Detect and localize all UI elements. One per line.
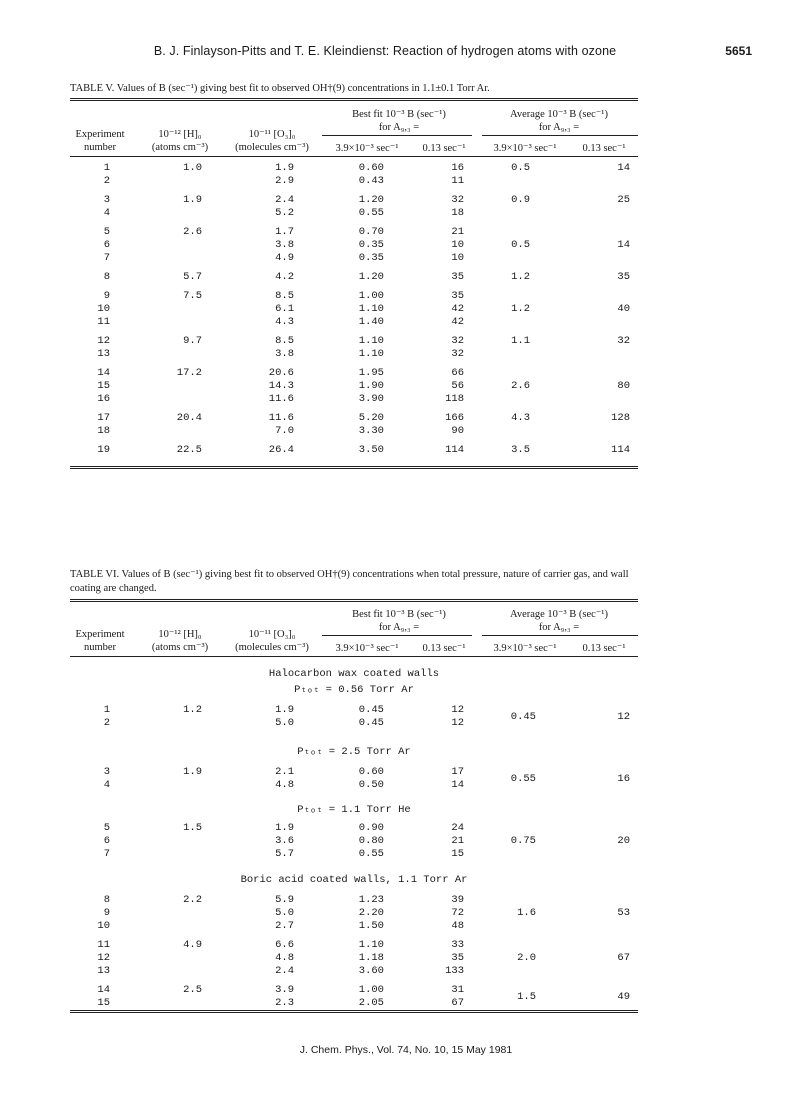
o3-value: 3.8 [275, 348, 294, 360]
h0-value: 1.5 [183, 822, 202, 834]
bestfit-a-value: 0.55 [358, 848, 384, 860]
experiment-number: 14 [97, 367, 110, 379]
t6-col-c: 3.9×10⁻³ sec⁻¹ [493, 643, 557, 654]
experiment-number: 8 [103, 271, 110, 283]
bestfit-a-value: 0.45 [358, 704, 384, 716]
experiment-number: 4 [103, 207, 110, 219]
table-row [70, 271, 638, 284]
h0-value: 20.4 [176, 412, 202, 424]
bestfit-a-value: 0.60 [358, 162, 384, 174]
average-row [70, 835, 638, 848]
bestfit-a-value: 1.20 [358, 194, 384, 206]
experiment-number: 18 [97, 425, 110, 437]
experiment-number: 4 [103, 779, 110, 791]
t5-header-h0: 10⁻¹² [H]₀ [158, 129, 202, 140]
o3-value: 5.9 [275, 894, 294, 906]
o3-value: 4.2 [275, 271, 294, 283]
experiment-number: 7 [103, 252, 110, 264]
experiment-number: 10 [97, 303, 110, 315]
experiment-number: 2 [103, 175, 110, 187]
experiment-number: 1 [103, 162, 110, 174]
experiment-number: 1 [103, 704, 110, 716]
bestfit-b-value: 42 [451, 303, 464, 315]
t6-section-056-torr-ar: Pₜₒₜ = 0.56 Torr Ar [294, 684, 414, 696]
average-b-value: 35 [617, 271, 630, 283]
t6-section-boric-acid: Boric acid coated walls, 1.1 Torr Ar [240, 874, 468, 886]
o3-value: 2.9 [275, 175, 294, 187]
bestfit-b-value: 118 [445, 393, 464, 405]
bestfit-b-value: 39 [451, 894, 464, 906]
bestfit-b-value: 166 [445, 412, 464, 424]
bestfit-a-value: 2.05 [358, 997, 384, 1009]
bestfit-a-value: 0.90 [358, 822, 384, 834]
table-row [70, 894, 638, 907]
experiment-number: 10 [97, 920, 110, 932]
bestfit-b-value: 24 [451, 822, 464, 834]
bestfit-a-value: 2.20 [358, 907, 384, 919]
table6-top-rule [70, 599, 638, 602]
t5-header-o3-units: (molecules cm⁻³) [235, 142, 309, 153]
bestfit-b-value: 90 [451, 425, 464, 437]
table-row [70, 939, 638, 952]
o3-value: 2.7 [275, 920, 294, 932]
bestfit-b-value: 67 [451, 997, 464, 1009]
bestfit-a-value: 1.00 [358, 290, 384, 302]
bestfit-b-value: 11 [451, 175, 464, 187]
experiment-number: 7 [103, 848, 110, 860]
experiment-number: 16 [97, 393, 110, 405]
table-row [70, 393, 638, 406]
o3-value: 2.4 [275, 965, 294, 977]
average-b-value: 53 [617, 907, 630, 919]
average-b-value: 114 [611, 444, 630, 456]
bestfit-b-value: 15 [451, 848, 464, 860]
table5-caption: TABLE V. Values of B (sec⁻¹) giving best fit to observed OH†(9) concentrations in 1.1±0.1 Torr Ar. [70, 83, 490, 94]
table-row [70, 303, 638, 316]
h0-value: 4.9 [183, 939, 202, 951]
bestfit-b-value: 66 [451, 367, 464, 379]
bestfit-a-value: 0.35 [358, 239, 384, 251]
bestfit-b-value: 21 [451, 226, 464, 238]
bestfit-b-value: 35 [451, 952, 464, 964]
bestfit-a-value: 3.30 [358, 425, 384, 437]
t5-header-bestfit-for: for A₉,₃ = [378, 122, 420, 133]
t6-header-bestfit-for: for A₉,₃ = [378, 622, 420, 633]
o3-value: 4.8 [275, 779, 294, 791]
bestfit-b-value: 17 [451, 766, 464, 778]
table-row [70, 848, 638, 861]
table6-caption: TABLE VI. Values of B (sec⁻¹) giving best fit to observed OH†(9) concentrations when total pressure, nature of carrier gas, and wall coating are changed. [70, 569, 629, 594]
h0-value: 1.9 [183, 194, 202, 206]
o3-value: 4.8 [275, 952, 294, 964]
average-b-value: 67 [617, 952, 630, 964]
bestfit-b-value: 42 [451, 316, 464, 328]
bestfit-a-value: 1.95 [358, 367, 384, 379]
o3-value: 2.4 [275, 194, 294, 206]
o3-value: 8.5 [275, 290, 294, 302]
o3-value: 5.0 [275, 717, 294, 729]
o3-value: 26.4 [268, 444, 294, 456]
o3-value: 1.9 [275, 822, 294, 834]
average-b-value: 25 [617, 194, 630, 206]
experiment-number: 3 [103, 766, 110, 778]
bestfit-b-value: 32 [451, 348, 464, 360]
experiment-number: 2 [103, 717, 110, 729]
o3-value: 2.3 [275, 997, 294, 1009]
average-b-value: 40 [617, 303, 630, 315]
experiment-number: 15 [97, 997, 110, 1009]
o3-value: 6.1 [275, 303, 294, 315]
average-b-value: 20 [617, 835, 630, 847]
bestfit-a-value: 1.10 [358, 939, 384, 951]
h0-value: 2.6 [183, 226, 202, 238]
bestfit-a-value: 0.50 [358, 779, 384, 791]
bestfit-b-value: 32 [451, 194, 464, 206]
table-row [70, 194, 638, 207]
table-row [70, 412, 638, 425]
t5-col-c: 3.9×10⁻³ sec⁻¹ [493, 143, 557, 154]
table-row [70, 252, 638, 265]
o3-value: 11.6 [268, 393, 294, 405]
bestfit-b-value: 35 [451, 290, 464, 302]
t6-col-a: 3.9×10⁻³ sec⁻¹ [335, 643, 399, 654]
average-a-value: 3.5 [511, 444, 530, 456]
bestfit-a-value: 1.23 [358, 894, 384, 906]
table-row [70, 380, 638, 393]
bestfit-a-value: 0.43 [358, 175, 384, 187]
average-b-value: 32 [617, 335, 630, 347]
bestfit-a-value: 0.35 [358, 252, 384, 264]
average-a-value: 2.0 [517, 952, 536, 964]
table6-bottom-rule [70, 1010, 638, 1013]
table-row [70, 335, 638, 348]
table-row [70, 162, 638, 175]
o3-value: 1.9 [275, 704, 294, 716]
bestfit-b-value: 18 [451, 207, 464, 219]
experiment-number: 13 [97, 965, 110, 977]
bestfit-a-value: 1.50 [358, 920, 384, 932]
bestfit-b-value: 72 [451, 907, 464, 919]
bestfit-a-value: 1.10 [358, 348, 384, 360]
t6-header-average-for: for A₉,₃ = [538, 622, 580, 633]
bestfit-b-value: 48 [451, 920, 464, 932]
t6-header-experiment: Experiment [75, 629, 125, 640]
table-row [70, 290, 638, 303]
table-row [70, 207, 638, 220]
t6-col-d: 0.13 sec⁻¹ [582, 643, 626, 654]
bestfit-b-value: 31 [451, 984, 464, 996]
bestfit-a-value: 1.18 [358, 952, 384, 964]
bestfit-a-value: 0.80 [358, 835, 384, 847]
h0-value: 22.5 [176, 444, 202, 456]
o3-value: 1.7 [275, 226, 294, 238]
average-b-value: 14 [617, 162, 630, 174]
experiment-number: 15 [97, 380, 110, 392]
experiment-number: 8 [103, 894, 110, 906]
table-row [70, 175, 638, 188]
experiment-number: 19 [97, 444, 110, 456]
bestfit-a-value: 0.55 [358, 207, 384, 219]
bestfit-b-value: 14 [451, 779, 464, 791]
o3-value: 5.7 [275, 848, 294, 860]
o3-value: 3.6 [275, 835, 294, 847]
h0-value: 17.2 [176, 367, 202, 379]
average-row [70, 711, 638, 724]
bestfit-b-value: 21 [451, 835, 464, 847]
average-b-value: 12 [617, 711, 630, 723]
bestfit-b-value: 32 [451, 335, 464, 347]
experiment-number: 5 [103, 226, 110, 238]
average-b-value: 16 [617, 773, 630, 785]
average-a-value: 0.9 [511, 194, 530, 206]
bestfit-b-value: 10 [451, 239, 464, 251]
o3-value: 1.9 [275, 162, 294, 174]
average-row [70, 907, 638, 920]
experiment-number: 12 [97, 335, 110, 347]
table5-top-rule [70, 98, 638, 101]
table-row [70, 367, 638, 380]
table-row [70, 239, 638, 252]
average-b-value: 49 [617, 991, 630, 1003]
average-a-value: 1.6 [517, 907, 536, 919]
average-row [70, 991, 638, 1004]
experiment-number: 5 [103, 822, 110, 834]
table-row [70, 822, 638, 835]
table5-bottom-rule [70, 466, 638, 469]
t6-header-bestfit: Best fit 10⁻³ B (sec⁻¹) [352, 609, 446, 620]
page-number: 5651 [725, 44, 752, 58]
experiment-number: 17 [97, 412, 110, 424]
experiment-number: 9 [103, 290, 110, 302]
t5-header-bestfit: Best fit 10⁻³ B (sec⁻¹) [352, 109, 446, 120]
h0-value: 7.5 [183, 290, 202, 302]
footer-citation: J. Chem. Phys., Vol. 74, No. 10, 15 May 1981 [299, 1044, 513, 1056]
average-a-value: 1.2 [511, 271, 530, 283]
table-row [70, 920, 638, 933]
average-a-value: 1.5 [517, 991, 536, 1003]
average-a-value: 0.5 [511, 239, 530, 251]
o3-value: 4.3 [275, 316, 294, 328]
experiment-number: 3 [103, 194, 110, 206]
t5-header-h0-units: (atoms cm⁻³) [151, 142, 209, 153]
table6 [70, 604, 638, 1024]
experiment-number: 6 [103, 239, 110, 251]
experiment-number: 11 [97, 316, 110, 328]
t5-col-a: 3.9×10⁻³ sec⁻¹ [335, 143, 399, 154]
o3-value: 5.2 [275, 207, 294, 219]
t5-header-average: Average 10⁻³ B (sec⁻¹) [510, 109, 608, 120]
t5-col-b: 0.13 sec⁻¹ [422, 143, 466, 154]
bestfit-b-value: 35 [451, 271, 464, 283]
o3-value: 11.6 [268, 412, 294, 424]
o3-value: 7.0 [275, 425, 294, 437]
t6-header-o3-units: (molecules cm⁻³) [235, 642, 309, 653]
average-row [70, 952, 638, 965]
t5-header-average-for: for A₉,₃ = [538, 122, 580, 133]
experiment-number: 12 [97, 952, 110, 964]
o3-value: 14.3 [268, 380, 294, 392]
t5-header-number: number [83, 142, 117, 153]
t6-header-average: Average 10⁻³ B (sec⁻¹) [510, 609, 608, 620]
h0-value: 5.7 [183, 271, 202, 283]
t6-header-h0-units: (atoms cm⁻³) [151, 642, 209, 653]
bestfit-a-value: 3.90 [358, 393, 384, 405]
t6-header-o3: 10⁻¹¹ [O₃]₀ [248, 629, 296, 640]
bestfit-a-value: 0.70 [358, 226, 384, 238]
t6-section-11-torr-he: Pₜₒₜ = 1.1 Torr He [297, 804, 411, 816]
bestfit-b-value: 12 [451, 704, 464, 716]
experiment-number: 11 [97, 939, 110, 951]
table-row [70, 316, 638, 329]
average-b-value: 14 [617, 239, 630, 251]
o3-value: 2.1 [275, 766, 294, 778]
average-a-value: 0.75 [510, 835, 536, 847]
bestfit-a-value: 1.40 [358, 316, 384, 328]
table-row [70, 348, 638, 361]
bestfit-b-value: 16 [451, 162, 464, 174]
h0-value: 2.2 [183, 894, 202, 906]
bestfit-b-value: 33 [451, 939, 464, 951]
table-row [70, 444, 638, 457]
t6-header-h0: 10⁻¹² [H]₀ [158, 629, 202, 640]
t5-header-o3: 10⁻¹¹ [O₃]₀ [248, 129, 296, 140]
average-b-value: 80 [617, 380, 630, 392]
bestfit-a-value: 3.60 [358, 965, 384, 977]
t5-col-d: 0.13 sec⁻¹ [582, 143, 626, 154]
bestfit-a-value: 1.90 [358, 380, 384, 392]
table-row [70, 226, 638, 239]
t6-section-25-torr-ar: Pₜₒₜ = 2.5 Torr Ar [297, 746, 411, 758]
h0-value: 1.9 [183, 766, 202, 778]
table5 [70, 104, 638, 484]
average-b-value: 128 [611, 412, 630, 424]
experiment-number: 13 [97, 348, 110, 360]
bestfit-b-value: 56 [451, 380, 464, 392]
average-a-value: 0.55 [510, 773, 536, 785]
bestfit-a-value: 0.45 [358, 717, 384, 729]
t6-header-number: number [83, 642, 117, 653]
h0-value: 2.5 [183, 984, 202, 996]
average-a-value: 0.5 [511, 162, 530, 174]
o3-value: 6.6 [275, 939, 294, 951]
o3-value: 3.8 [275, 239, 294, 251]
table-row [70, 965, 638, 978]
running-head: B. J. Finlayson-Pitts and T. E. Kleindienst: Reaction of hydrogen atoms with ozone [153, 44, 617, 58]
average-row [70, 773, 638, 786]
h0-value: 1.0 [183, 162, 202, 174]
experiment-number: 14 [97, 984, 110, 996]
experiment-number: 9 [103, 907, 110, 919]
t6-section-halocarbon: Halocarbon wax coated walls [268, 668, 440, 680]
bestfit-a-value: 1.10 [358, 303, 384, 315]
h0-value: 1.2 [183, 704, 202, 716]
average-a-value: 0.45 [510, 711, 536, 723]
average-a-value: 4.3 [511, 412, 530, 424]
bestfit-b-value: 10 [451, 252, 464, 264]
average-a-value: 2.6 [511, 380, 530, 392]
h0-value: 9.7 [183, 335, 202, 347]
bestfit-b-value: 133 [445, 965, 464, 977]
bestfit-a-value: 0.60 [358, 766, 384, 778]
bestfit-a-value: 1.10 [358, 335, 384, 347]
bestfit-b-value: 114 [445, 444, 464, 456]
o3-value: 20.6 [268, 367, 294, 379]
bestfit-b-value: 12 [451, 717, 464, 729]
t5-header-experiment: Experiment [75, 129, 125, 140]
o3-value: 3.9 [275, 984, 294, 996]
experiment-number: 6 [103, 835, 110, 847]
table-row [70, 425, 638, 438]
o3-value: 8.5 [275, 335, 294, 347]
bestfit-a-value: 3.50 [358, 444, 384, 456]
bestfit-a-value: 5.20 [358, 412, 384, 424]
bestfit-a-value: 1.20 [358, 271, 384, 283]
o3-value: 4.9 [275, 252, 294, 264]
average-a-value: 1.1 [511, 335, 530, 347]
t6-col-b: 0.13 sec⁻¹ [422, 643, 466, 654]
average-a-value: 1.2 [511, 303, 530, 315]
o3-value: 5.0 [275, 907, 294, 919]
bestfit-a-value: 1.00 [358, 984, 384, 996]
